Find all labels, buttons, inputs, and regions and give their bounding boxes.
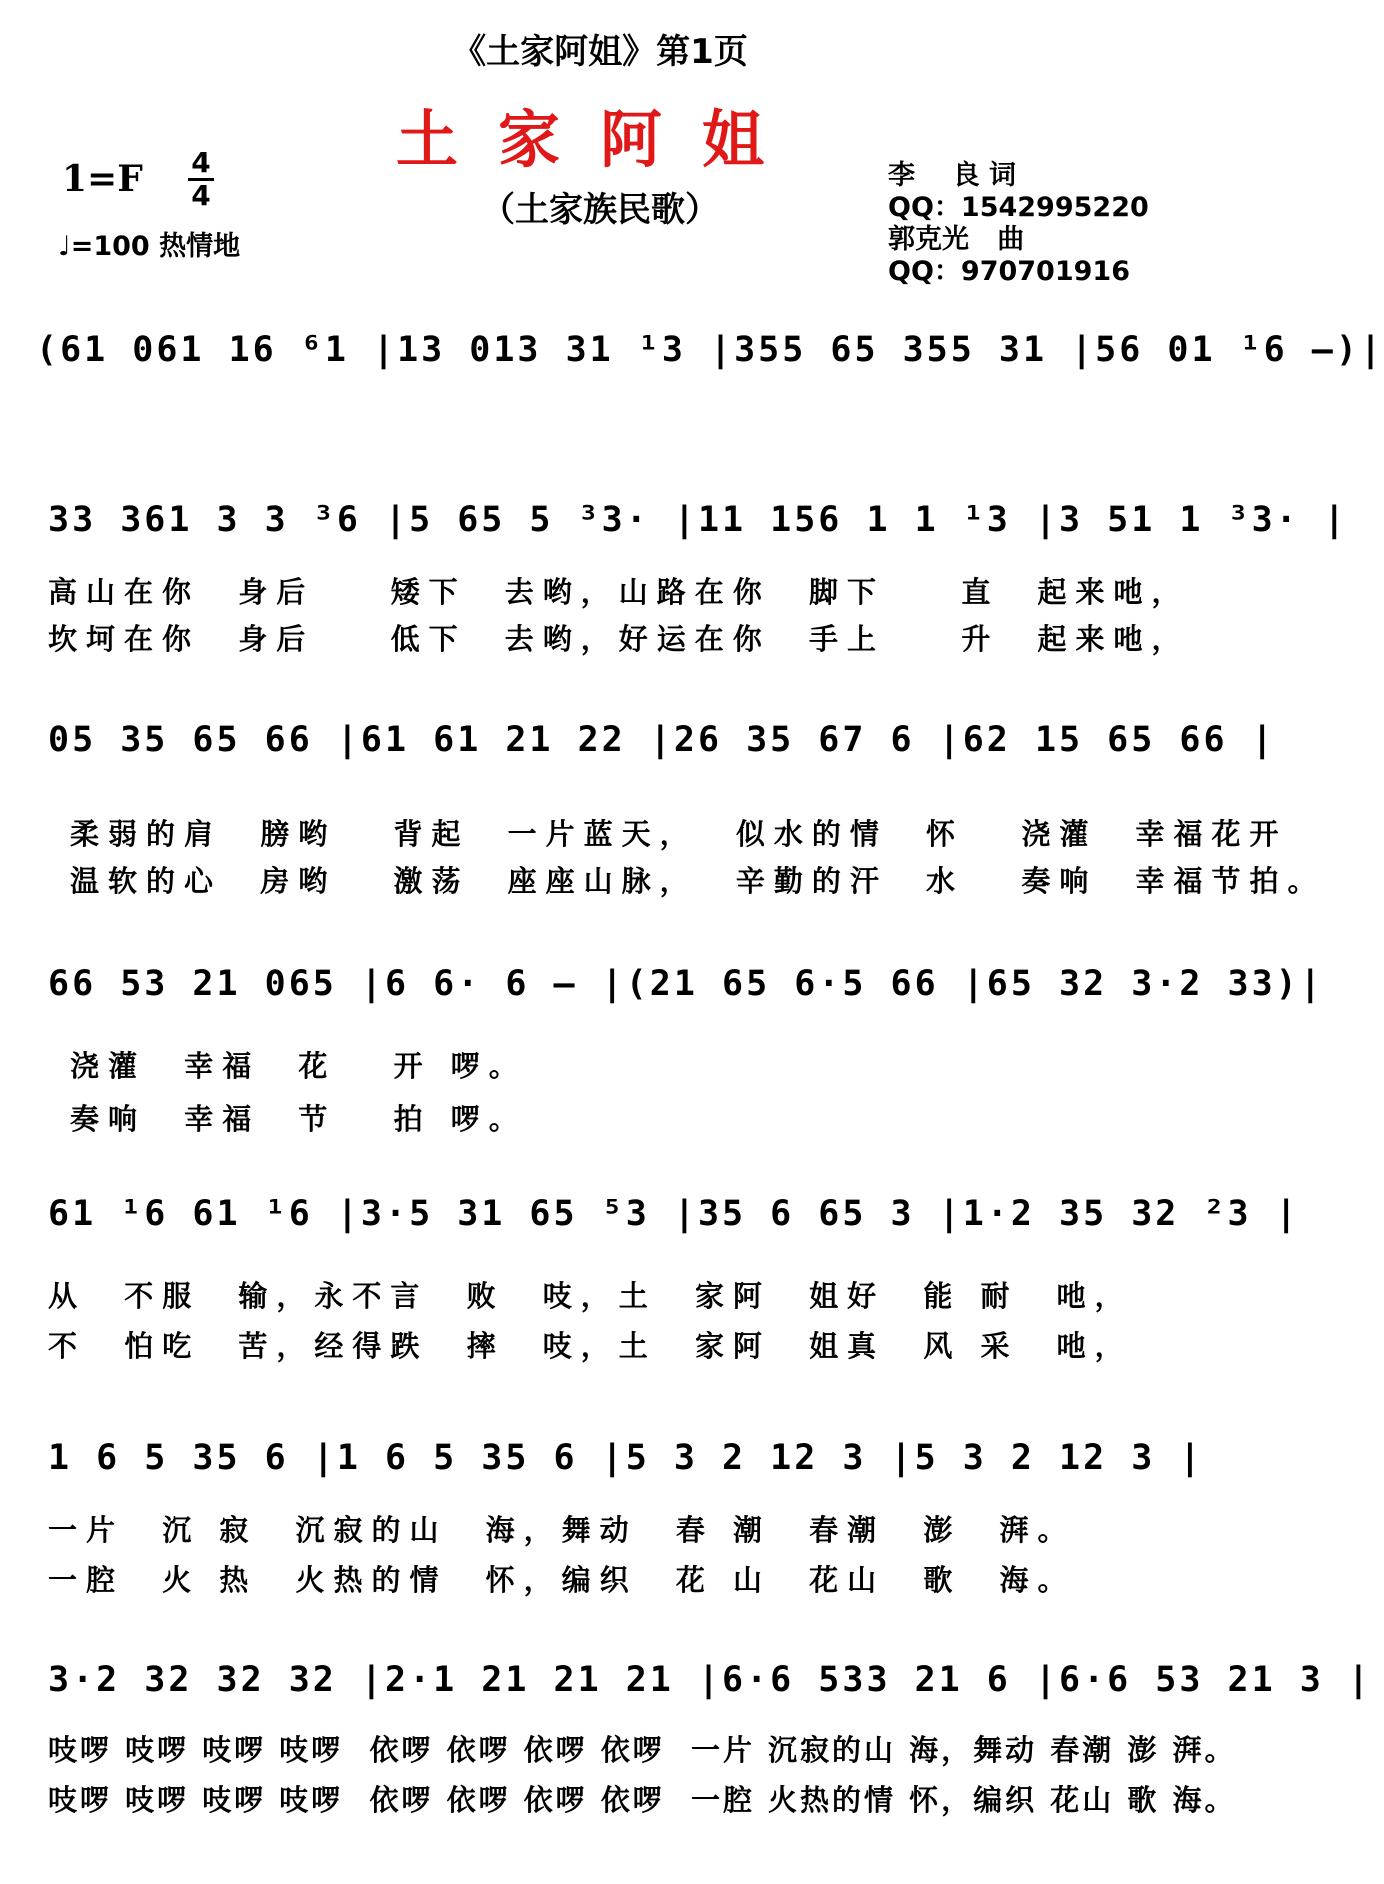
time-signature: [186, 148, 216, 211]
lyric-line-verse-1: 高山在你 身后 矮下 去哟，山路在你 脚下 直 起来吔，: [48, 575, 1190, 609]
notation-line: 3·2 32 32 32 |2·1 21 21 21 |6·6 533 21 6 |6·6 53 21 3 |: [48, 1660, 1372, 1700]
time-signature-bottom: 4: [191, 179, 211, 212]
lyric-line-verse-2: 坎坷在你 身后 低下 去哟，好运在你 手上 升 起来吔，: [48, 622, 1190, 656]
lyricist-qq: QQ：1542995220: [888, 192, 1149, 223]
notation-line: 1 6 5 35 6 |1 6 5 35 6 |5 3 2 12 3 |5 3 2 12 3 |: [48, 1438, 1204, 1478]
song-title: 土家阿姐: [395, 103, 804, 176]
lyric-line-verse-1: 吱啰 吱啰 吱啰 吱啰 依啰 依啰 依啰 依啰 一片 沉寂的山 海，舞动 春潮 澎 湃。: [48, 1733, 1237, 1767]
composer: 郭克光 曲: [888, 224, 1025, 255]
lyric-line-verse-2: 吱啰 吱啰 吱啰 吱啰 依啰 依啰 依啰 依啰 一腔 火热的情 怀，编织 花山 歌 海。: [48, 1783, 1237, 1817]
notation-line: (61 061 16 ⁶1 |13 013 31 ¹3 |355 65 355 31 |56 01 ¹6 –)|: [36, 330, 1384, 370]
lyric-line-verse-1: 柔弱的肩 膀哟 背起 一片蓝天， 似水的情 怀 浇灌 幸福花开: [70, 817, 1288, 851]
time-signature-top: 4: [191, 146, 211, 179]
lyric-line-verse-1: 浇灌 幸福 花 开 啰。: [70, 1049, 527, 1083]
lyric-line-verse-2: 不 怕吃 苦，经得跌 摔 吱，土 家阿 姐真 风 采 吔，: [48, 1329, 1133, 1363]
tempo-marking: ♩=100 热情地: [58, 231, 241, 262]
notation-line: 66 53 21 065 |6 6· 6 – |(21 65 6·5 66 |65 32 3·2 33)|: [48, 964, 1324, 1004]
lyric-line-verse-1: 从 不服 输，永不言 败 吱，土 家阿 姐好 能 耐 吔，: [48, 1279, 1133, 1313]
notation-line: 61 ¹6 61 ¹6 |3·5 31 65 ⁵3 |35 6 65 3 |1·2 35 32 ²3 |: [48, 1194, 1300, 1234]
lyric-line-verse-1: 一片 沉 寂 沉寂的山 海，舞动 春 潮 春潮 澎 湃。: [48, 1513, 1076, 1547]
notation-line: 05 35 65 66 |61 61 21 22 |26 35 67 6 |62 15 65 66 |: [48, 720, 1276, 760]
notation-line: 33 361 3 3 ³6 |5 65 5 ³3· |11 156 1 1 ¹3 |3 51 1 ³3· |: [48, 500, 1348, 540]
lyric-line-verse-2: 奏响 幸福 节 拍 啰。: [70, 1102, 527, 1136]
lyricist: 李 良 词: [888, 160, 1016, 191]
composer-qq: QQ：970701916: [888, 256, 1130, 287]
lyric-line-verse-2: 温软的心 房哟 激荡 座座山脉， 辛勤的汗 水 奏响 幸福节拍。: [70, 864, 1326, 898]
key-signature: 1=F: [62, 158, 143, 200]
page-header: 《土家阿姐》第1页: [452, 32, 748, 72]
lyric-line-verse-2: 一腔 火 热 火热的情 怀，编织 花 山 花山 歌 海。: [48, 1563, 1076, 1597]
song-subtitle: （土家族民歌）: [481, 190, 719, 230]
credits: [888, 160, 1149, 288]
